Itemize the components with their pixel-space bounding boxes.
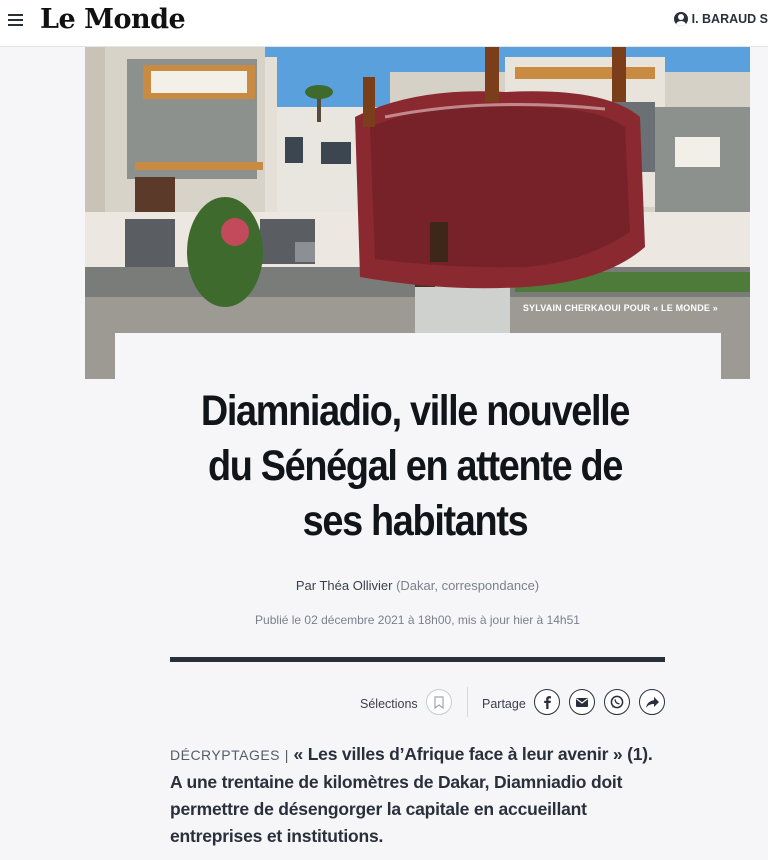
author-role: (Dakar, correspondance): [396, 578, 540, 593]
section-divider: [170, 657, 665, 662]
photo-credit: SYLVAIN CHERKAOUI POUR « LE MONDE »: [522, 303, 718, 313]
share-label: Partage: [482, 697, 526, 711]
hero-photo: [85, 47, 750, 379]
top-bar: [0, 0, 768, 47]
section-kicker[interactable]: DÉCRYPTAGES: [170, 747, 281, 763]
menu-icon[interactable]: [8, 11, 28, 31]
hero-image: [85, 47, 750, 379]
user-icon: [674, 12, 688, 26]
share-arrow-icon: [646, 697, 659, 708]
email-icon: [576, 698, 588, 707]
bookmark-icon: [434, 696, 444, 709]
publication-date: Publié le 02 décembre 2021 à 18h00, mis à jour hier à 14h51: [255, 613, 580, 627]
kicker-separator: |: [284, 747, 289, 763]
share-whatsapp-button[interactable]: [604, 689, 630, 715]
share-facebook-button[interactable]: [534, 689, 560, 715]
share-email-button[interactable]: [569, 689, 595, 715]
share-more-button[interactable]: [639, 689, 665, 715]
author-name[interactable]: Théa Ollivier: [319, 578, 393, 593]
byline-prefix: Par: [295, 578, 320, 593]
selections-label: Sélections: [360, 697, 418, 711]
site-logo[interactable]: Le Monde: [40, 4, 186, 35]
bookmark-button[interactable]: [426, 689, 452, 715]
facebook-icon: [542, 695, 552, 709]
article-title: Diamniadio, ville nouvelle du Sénégal en attente de ses habitants: [200, 387, 630, 545]
lead-text: « Les villes d’Afrique face à leur avenir » (1). A une trentaine de kilomètres de Dakar, Diamniadio doit permettre de désengorger la capitale en accueillant entreprises et institutions.: [170, 744, 653, 846]
account-button[interactable]: [674, 12, 768, 26]
account-name: I. BARAUD S: [691, 12, 768, 26]
article-lead: [170, 741, 665, 850]
actions-separator: [467, 687, 468, 717]
whatsapp-icon: [610, 695, 624, 709]
byline: [170, 578, 665, 593]
article-actions: [170, 689, 665, 719]
